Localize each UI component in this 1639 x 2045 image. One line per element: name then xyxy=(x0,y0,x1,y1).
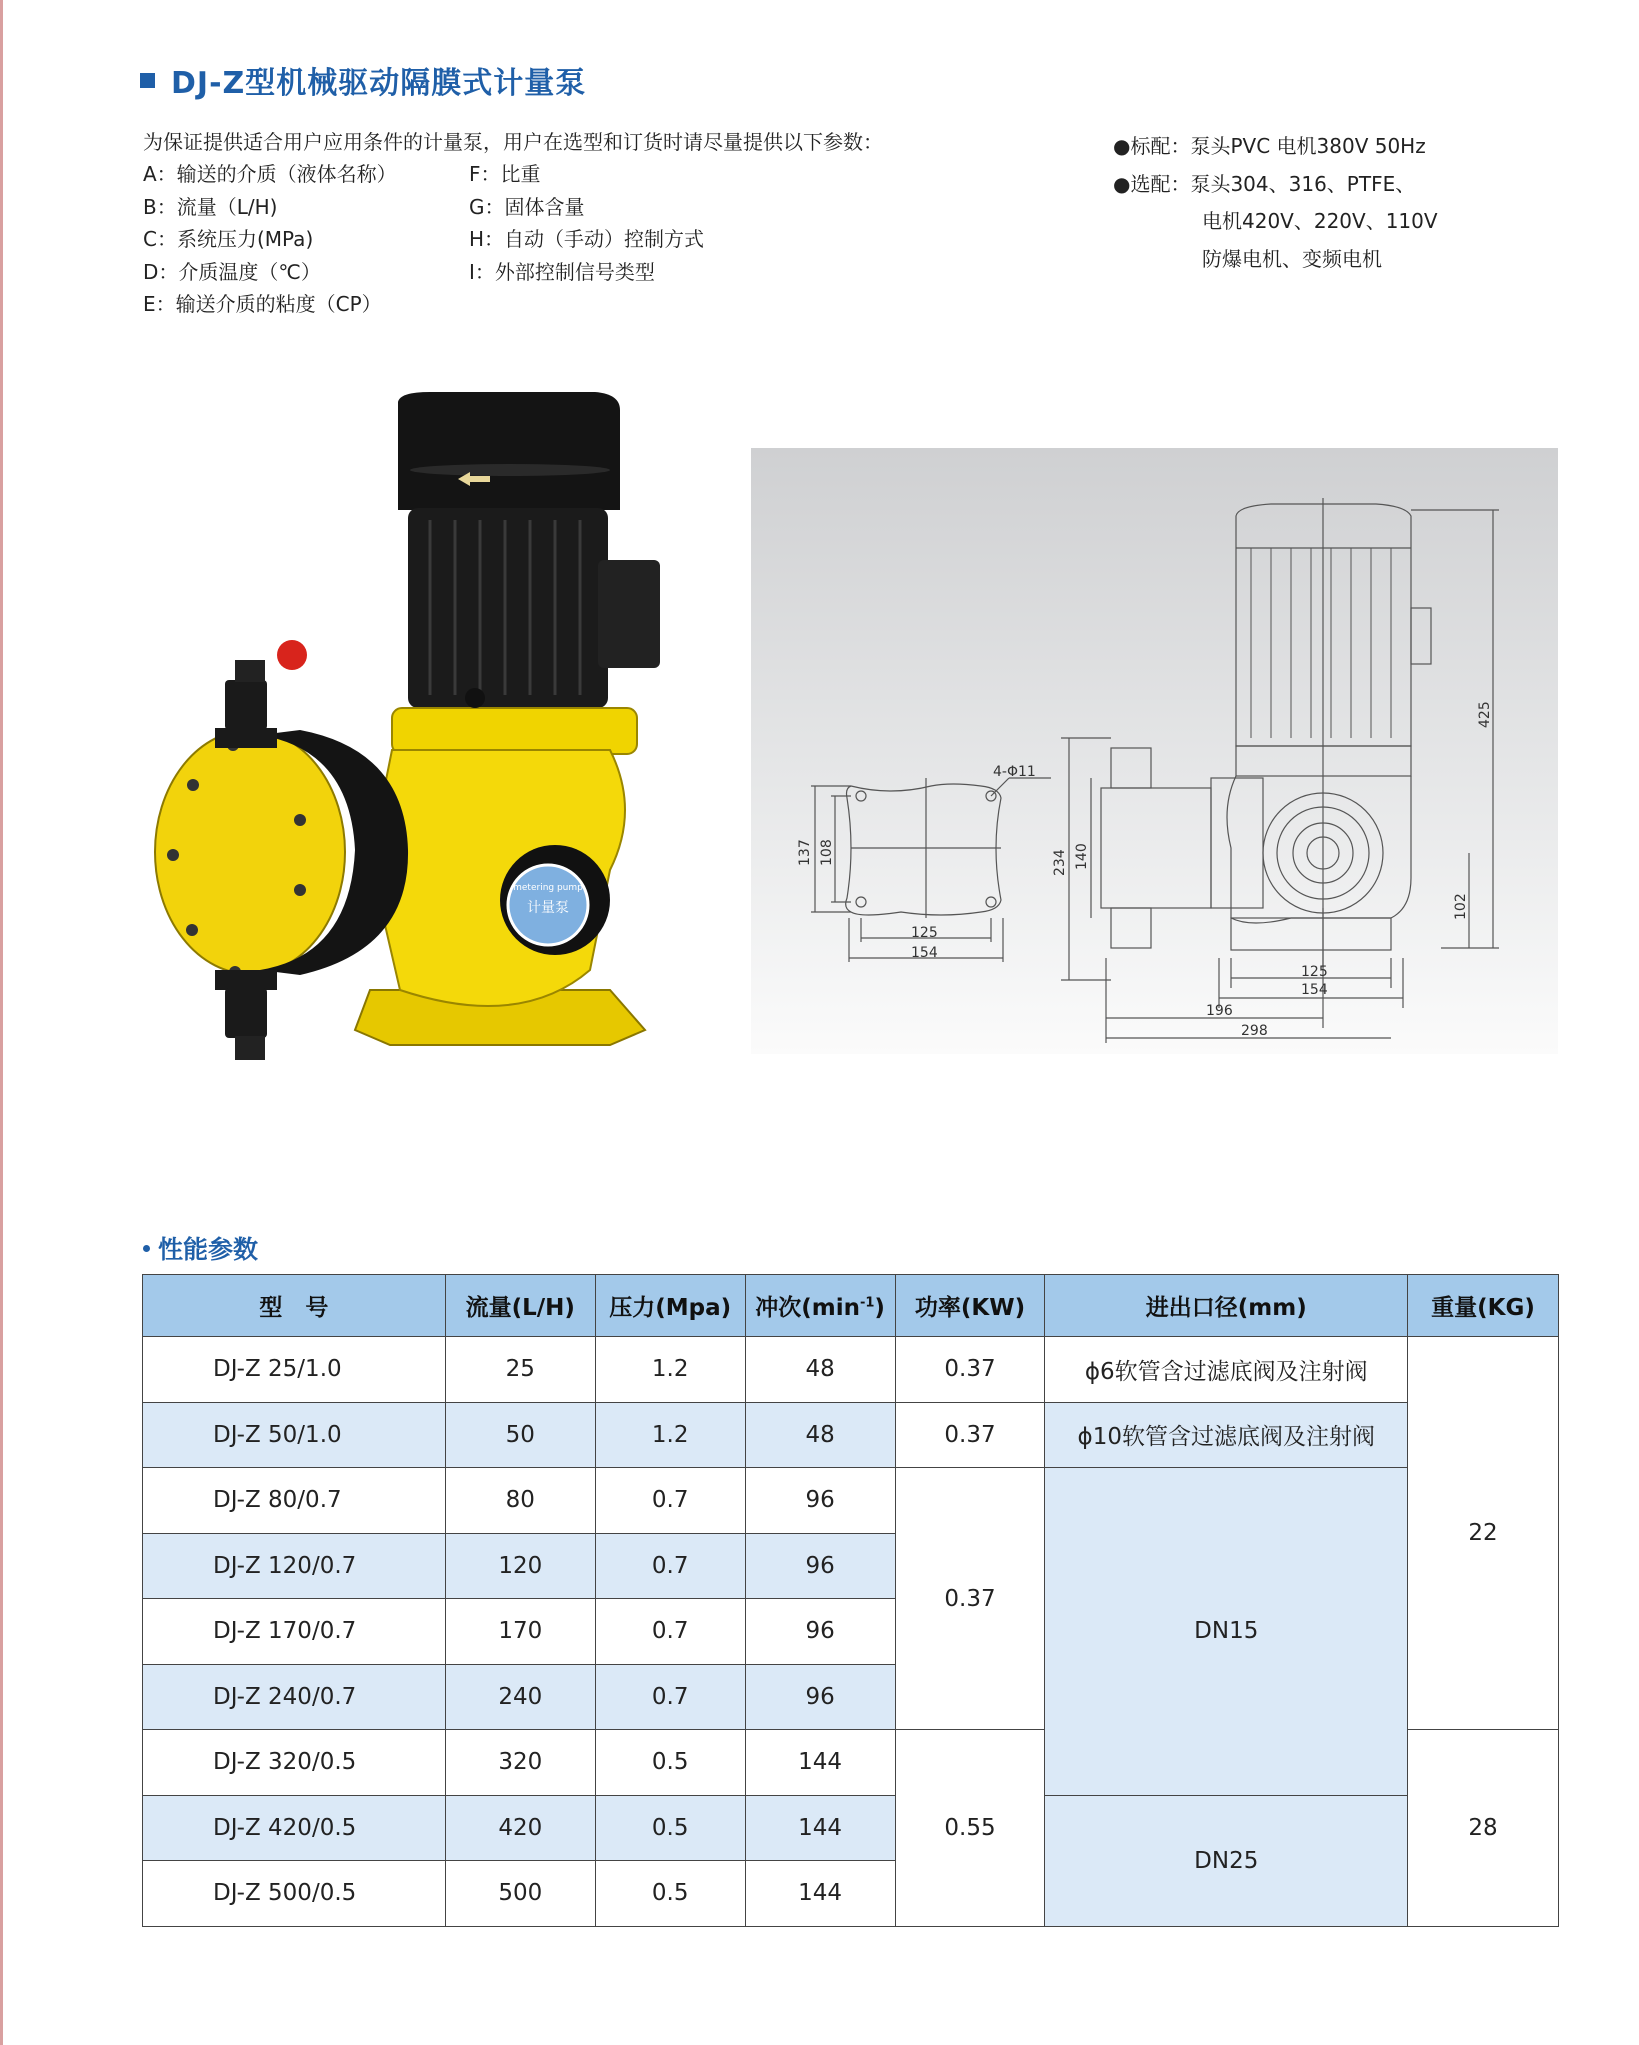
header-stroke xyxy=(745,1275,895,1337)
cell-flow: 120 xyxy=(445,1533,595,1599)
header-pressure: 压力(Mpa) xyxy=(595,1275,745,1337)
cell-model: DJ-Z 170/0.7 xyxy=(143,1599,446,1665)
cell-stroke: 48 xyxy=(745,1337,895,1403)
cell-model: DJ-Z 240/0.7 xyxy=(143,1664,446,1730)
spec-optional: ●选配：泵头304、316、PTFE、 xyxy=(1113,171,1416,196)
pump-product-image xyxy=(140,390,660,1170)
table-row xyxy=(143,1337,1559,1403)
spec-optional-special: 防爆电机、变频电机 xyxy=(1202,246,1382,271)
cell-stroke: 96 xyxy=(745,1664,895,1730)
cell-port: ϕ10软管含过滤底阀及注射阀 xyxy=(1045,1402,1408,1468)
pump-label-en: metering pump xyxy=(513,883,583,893)
cell-stroke: 96 xyxy=(745,1599,895,1665)
dim-298: 298 xyxy=(1241,1023,1268,1039)
dim-4phi11: 4-Φ11 xyxy=(993,764,1036,780)
cell-pressure: 0.7 xyxy=(595,1664,745,1730)
page-title xyxy=(140,58,586,102)
dim-125-base: 125 xyxy=(911,925,938,941)
header-flow: 流量(L/H) xyxy=(445,1275,595,1337)
cell-stroke: 96 xyxy=(745,1468,895,1534)
cell-model: DJ-Z 120/0.7 xyxy=(143,1533,446,1599)
dim-196: 196 xyxy=(1206,1003,1233,1019)
cell-flow: 500 xyxy=(445,1861,595,1927)
param-c: C：系统压力(MPa) xyxy=(143,227,314,251)
cell-model: DJ-Z 25/1.0 xyxy=(143,1337,446,1403)
bullet-icon xyxy=(143,1245,150,1252)
cell-weight: 28 xyxy=(1408,1730,1559,1927)
dim-102: 102 xyxy=(1453,893,1469,920)
header-power: 功率(KW) xyxy=(895,1275,1045,1337)
table-header-row xyxy=(143,1275,1559,1337)
cell-flow: 25 xyxy=(445,1337,595,1403)
performance-table xyxy=(142,1274,1559,1927)
dim-137: 137 xyxy=(797,839,813,866)
cell-power: 0.37 xyxy=(895,1402,1045,1468)
cell-pressure: 0.5 xyxy=(595,1730,745,1796)
spec-standard: ●标配：泵头PVC 电机380V 50Hz xyxy=(1113,134,1426,158)
dimension-drawing xyxy=(751,448,1558,1054)
cell-pressure: 0.7 xyxy=(595,1468,745,1534)
dim-234: 234 xyxy=(1052,849,1068,876)
param-g: G：固体含量 xyxy=(469,194,585,219)
title-square-icon xyxy=(140,73,155,88)
cell-stroke: 144 xyxy=(745,1861,895,1927)
cell-flow: 240 xyxy=(445,1664,595,1730)
intro-text: 为保证提供适合用户应用条件的计量泵，用户在选型和订货时请尽量提供以下参数： xyxy=(143,130,883,154)
cell-power: 0.37 xyxy=(895,1468,1045,1730)
configuration-spec xyxy=(1113,128,1438,278)
cell-flow: 420 xyxy=(445,1795,595,1861)
spec-optional-motor: 电机420V、220V、110V xyxy=(1202,209,1438,233)
dim-154-base: 154 xyxy=(911,945,938,961)
cell-port: DN25 xyxy=(1045,1795,1408,1926)
cell-power: 0.55 xyxy=(895,1730,1045,1927)
param-i: I：外部控制信号类型 xyxy=(469,259,655,284)
cell-flow: 170 xyxy=(445,1599,595,1665)
cell-model: DJ-Z 320/0.5 xyxy=(143,1730,446,1796)
dim-108: 108 xyxy=(819,839,835,866)
cell-stroke: 144 xyxy=(745,1795,895,1861)
header-model: 型 号 xyxy=(143,1275,446,1337)
params-right-column xyxy=(469,158,704,288)
dim-154-side: 154 xyxy=(1301,982,1328,998)
header-weight: 重量(KG) xyxy=(1408,1275,1559,1337)
pump-label-cn: 计量泵 xyxy=(527,900,569,916)
table-row xyxy=(143,1402,1559,1468)
cell-flow: 80 xyxy=(445,1468,595,1534)
param-b: B：流量（L/H) xyxy=(143,194,278,219)
params-left-column xyxy=(143,158,397,321)
cell-pressure: 1.2 xyxy=(595,1337,745,1403)
param-f: F：比重 xyxy=(469,162,541,186)
cell-pressure: 0.5 xyxy=(595,1861,745,1927)
cell-model: DJ-Z 500/0.5 xyxy=(143,1861,446,1927)
cell-stroke: 96 xyxy=(745,1533,895,1599)
cell-model: DJ-Z 50/1.0 xyxy=(143,1402,446,1468)
cell-stroke: 144 xyxy=(745,1730,895,1796)
cell-port: DN15 xyxy=(1045,1468,1408,1796)
param-e: E：输送介质的粘度（CP） xyxy=(143,292,382,316)
header-port: 进出口径(mm) xyxy=(1045,1275,1408,1337)
param-d: D：介质温度（℃） xyxy=(143,259,321,284)
cell-pressure: 1.2 xyxy=(595,1402,745,1468)
page-left-border xyxy=(0,0,3,2045)
performance-section-title xyxy=(143,1230,258,1266)
cell-flow: 320 xyxy=(445,1730,595,1796)
header-stroke-close: ) xyxy=(874,1295,885,1321)
cell-model: DJ-Z 420/0.5 xyxy=(143,1795,446,1861)
header-stroke-base: 冲次(min xyxy=(755,1295,860,1321)
cell-pressure: 0.7 xyxy=(595,1533,745,1599)
dim-125-side: 125 xyxy=(1301,964,1328,980)
cell-port: ϕ6软管含过滤底阀及注射阀 xyxy=(1045,1337,1408,1403)
cell-model: DJ-Z 80/0.7 xyxy=(143,1468,446,1534)
page-title-text: DJ-Z型机械驱动隔膜式计量泵 xyxy=(171,66,587,101)
cell-pressure: 0.5 xyxy=(595,1795,745,1861)
cell-weight: 22 xyxy=(1408,1337,1559,1730)
table-row xyxy=(143,1795,1559,1861)
cell-flow: 50 xyxy=(445,1402,595,1468)
dim-140: 140 xyxy=(1074,843,1090,870)
cell-power: 0.37 xyxy=(895,1337,1045,1403)
param-a: A：输送的介质（液体名称） xyxy=(143,162,397,186)
param-h: H：自动（手动）控制方式 xyxy=(469,227,705,251)
dim-425: 425 xyxy=(1477,701,1493,728)
cell-pressure: 0.7 xyxy=(595,1599,745,1665)
header-stroke-sup: -1 xyxy=(859,1295,875,1311)
performance-title-text: 性能参数 xyxy=(158,1235,259,1264)
cell-stroke: 48 xyxy=(745,1402,895,1468)
table-row xyxy=(143,1468,1559,1534)
